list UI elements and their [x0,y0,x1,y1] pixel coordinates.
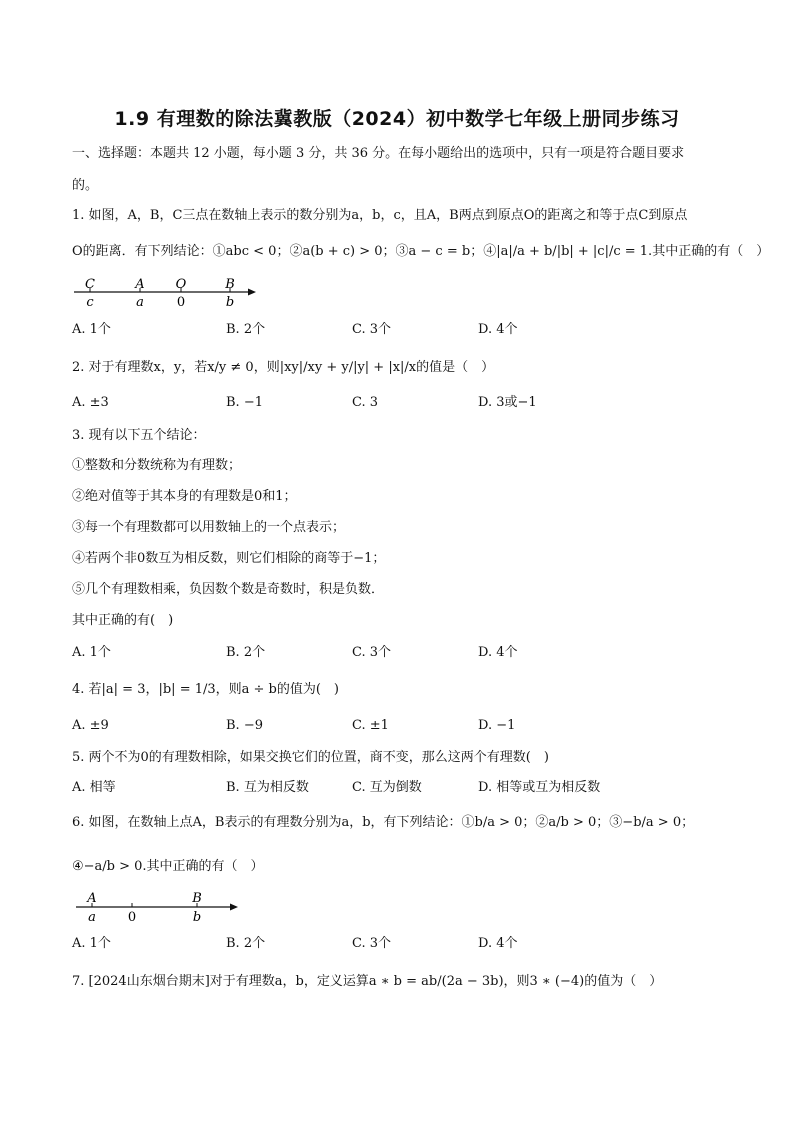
q5-option-c[interactable]: C. 互为倒数 [352,780,422,795]
section-header-line-2: 的。 [72,178,99,193]
q1-point-label-b-lower: b [225,295,235,310]
q1-line-2: O的距离．有下列结论：①abc < 0；②a(b + c) > 0；③a − c = b；④|a|/a + b/|b| + |c|/c = 1.其中正确的有（ ） [72,244,770,259]
q6-option-d[interactable]: D. 4个 [478,936,518,951]
q3-line-3: ②绝对值等于其本身的有理数是0和1； [72,489,297,504]
q6-option-a[interactable]: A. 1个 [72,936,111,951]
q6-point-label-b-upper: B [192,891,202,906]
q2-option-a[interactable]: A. ±3 [72,395,109,410]
q3-line-6: ⑤几个有理数相乘，负因数个数是奇数时，积是负数． [72,582,385,597]
q2-line-1: 2. 对于有理数x，y，若x/y ≠ 0，则|xy|/xy + y/|y| + |x|/x的值是（ ） [72,360,495,375]
q6-option-c[interactable]: C. 3个 [352,936,392,951]
q5-option-b[interactable]: B. 互为相反数 [226,780,309,795]
q1-line-1: 1. 如图，A，B，C三点在数轴上表示的数分别为a，b，c，且A，B两点到原点O的距离之和等于点C到原点 [72,208,688,223]
q1-point-label-a-upper: A [135,277,145,292]
q3-line-1: 3. 现有以下五个结论： [72,428,206,443]
q3-line-2: ①整数和分数统称为有理数； [72,458,242,473]
q5-line-1: 5. 两个不为0的有理数相除，如果交换它们的位置，商不变，那么这两个有理数( ) [72,750,549,765]
q4-option-b[interactable]: B. −9 [226,718,263,733]
q3-line-5: ④若两个非0数互为相反数，则它们相除的商等于−1； [72,551,386,566]
q1-point-label-o-lower: 0 [176,295,186,310]
q4-line-1: 4. 若|a| = 3，|b| = 1/3，则a ÷ b的值为( ) [72,682,340,697]
q6-line-2: ④−a/b > 0.其中正确的有（ ） [72,859,264,874]
q3-option-b[interactable]: B. 2个 [226,645,266,660]
q2-option-d[interactable]: D. 3或−1 [478,395,537,410]
q6-number-line [72,890,247,930]
q3-option-a[interactable]: A. 1个 [72,645,111,660]
q2-option-c[interactable]: C. 3 [352,395,379,410]
q7-line-1: 7. [2024山东烟台期末]对于有理数a，b，定义运算a ∗ b = ab/(2a − 3b)，则3 ∗ (−4)的值为（ ） [72,974,663,989]
q5-option-d[interactable]: D. 相等或互为相反数 [478,780,601,795]
page-title: 1.9 有理数的除法冀教版（2024）初中数学七年级上册同步练习 [114,108,680,130]
q1-point-label-c-upper: C [85,277,95,292]
q3-line-7: 其中正确的有( ) [72,613,174,628]
q3-option-d[interactable]: D. 4个 [478,645,518,660]
q1-option-a[interactable]: A. 1个 [72,322,111,337]
q6-point-label-a-lower: a [88,910,96,925]
q1-option-b[interactable]: B. 2个 [226,322,266,337]
q4-option-c[interactable]: C. ±1 [352,718,389,733]
q5-option-a[interactable]: A. 相等 [72,780,116,795]
q3-line-4: ③每一个有理数都可以用数轴上的一个点表示； [72,520,346,535]
q1-point-label-a-lower: a [136,295,144,310]
q3-option-c[interactable]: C. 3个 [352,645,392,660]
q1-option-d[interactable]: D. 4个 [478,322,518,337]
q6-line-1: 6. 如图，在数轴上点A，B表示的有理数分别为a，b，有下列结论：①b/a > 0；②a/b > 0；③−b/a > 0； [72,815,695,830]
q6-point-label-o-lower: 0 [127,910,137,925]
q6-option-b[interactable]: B. 2个 [226,936,266,951]
q1-option-c[interactable]: C. 3个 [352,322,392,337]
q6-point-label-a-upper: A [87,891,97,906]
q2-option-b[interactable]: B. −1 [226,395,263,410]
q1-point-label-b-upper: B [225,277,235,292]
section-header-line-1: 一、选择题：本题共 12 小题，每小题 3 分，共 36 分。在每小题给出的选项中，只有一项是符合题目要求 [72,146,685,161]
q1-number-line [70,276,270,316]
q1-point-label-o-upper: O [175,277,187,292]
q4-option-a[interactable]: A. ±9 [72,718,109,733]
q4-option-d[interactable]: D. −1 [478,718,516,733]
q6-point-label-b-lower: b [192,910,202,925]
q1-point-label-c-lower: c [86,295,94,310]
